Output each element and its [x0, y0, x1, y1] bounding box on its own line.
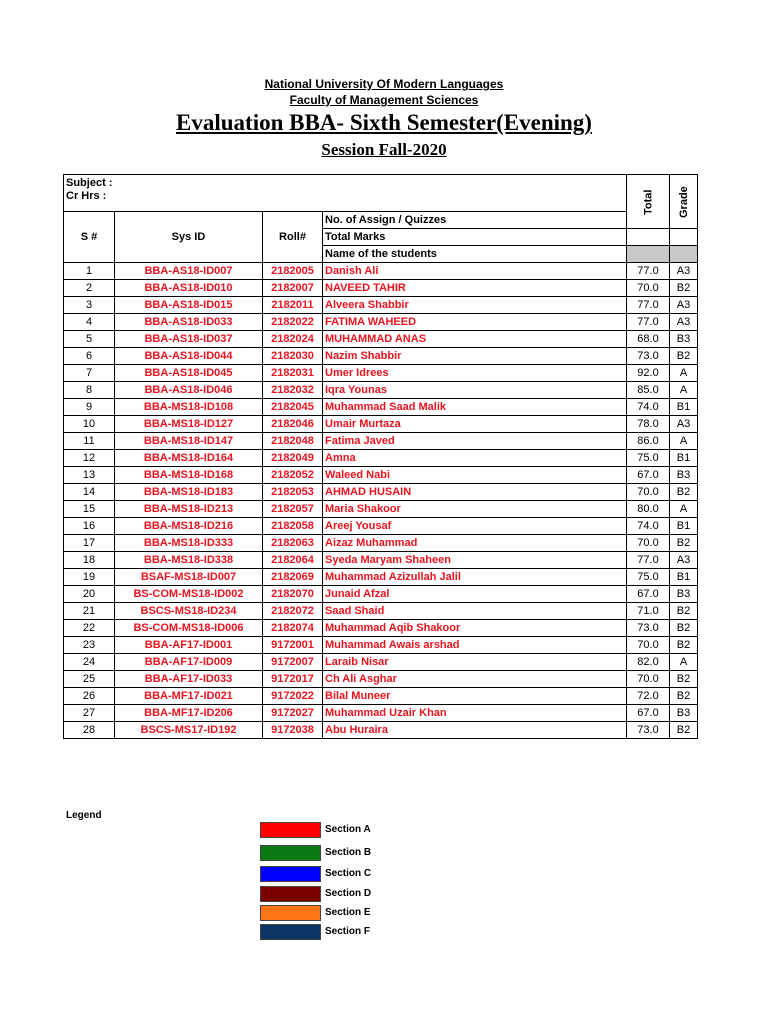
assign-row	[64, 212, 698, 229]
total-cell: 77.0	[627, 552, 670, 569]
total-cell: 77.0	[627, 263, 670, 280]
grade-cell: A3	[670, 263, 698, 280]
student-name-cell: Junaid Afzal	[323, 586, 627, 603]
grade-cell: B1	[670, 399, 698, 416]
total-cell: 85.0	[627, 382, 670, 399]
grade-cell: B2	[670, 535, 698, 552]
student-name-cell: Muhammad Aqib Shakoor	[323, 620, 627, 637]
serial-number-cell: 4	[64, 314, 115, 331]
roll-number-cell: 9172027	[263, 705, 323, 722]
grade-cell: B2	[670, 603, 698, 620]
sysid-header: Sys ID	[115, 212, 263, 263]
table-row	[64, 331, 698, 348]
student-name-cell: Alveera Shabbir	[323, 297, 627, 314]
student-name-cell: Iqra Younas	[323, 382, 627, 399]
legend-swatch	[260, 845, 321, 861]
legend-swatch	[260, 905, 321, 921]
student-name-cell: Fatima Javed	[323, 433, 627, 450]
total-cell: 70.0	[627, 637, 670, 654]
roll-number-cell: 2182058	[263, 518, 323, 535]
roll-number-cell: 2182045	[263, 399, 323, 416]
roll-header: Roll#	[263, 212, 323, 263]
total-cell: 73.0	[627, 620, 670, 637]
student-name-cell: FATIMA WAHEED	[323, 314, 627, 331]
roll-number-cell: 2182024	[263, 331, 323, 348]
grade-cell: B1	[670, 518, 698, 535]
student-name-cell: Danish Ali	[323, 263, 627, 280]
sys-id-cell: BBA-MS18-ID108	[115, 399, 263, 416]
roll-number-cell: 2182032	[263, 382, 323, 399]
sys-id-cell: BBA-MS18-ID213	[115, 501, 263, 518]
table-row	[64, 637, 698, 654]
total-cell: 67.0	[627, 586, 670, 603]
table-row	[64, 535, 698, 552]
legend-label: Section D	[325, 888, 372, 899]
total-cell: 73.0	[627, 348, 670, 365]
university-name: National University Of Modern Languages	[264, 77, 504, 91]
grade-cell: A	[670, 365, 698, 382]
legend-swatch	[260, 886, 321, 902]
student-name-cell: Muhammad Azizullah Jalil	[323, 569, 627, 586]
roll-number-cell: 9172007	[263, 654, 323, 671]
table-row	[64, 671, 698, 688]
total-cell: 75.0	[627, 569, 670, 586]
legend-label: Section C	[325, 868, 372, 879]
legend-item	[260, 924, 460, 940]
subject-row	[64, 175, 698, 212]
legend-label: Section A	[325, 824, 371, 835]
total-cell: 92.0	[627, 365, 670, 382]
sys-id-cell: BBA-MS18-ID338	[115, 552, 263, 569]
table-row	[64, 688, 698, 705]
sys-id-cell: BBA-AS18-ID007	[115, 263, 263, 280]
legend-item	[260, 822, 460, 838]
student-name-cell: Muhammad Awais arshad	[323, 637, 627, 654]
serial-number-cell: 26	[64, 688, 115, 705]
table-row	[64, 450, 698, 467]
total-marks-label: Total Marks	[323, 229, 627, 246]
sys-id-cell: BBA-AS18-ID045	[115, 365, 263, 382]
grade-header: Grade	[670, 175, 698, 229]
sys-id-cell: BBA-AF17-ID009	[115, 654, 263, 671]
grade-cell: A3	[670, 416, 698, 433]
grade-cell: B3	[670, 331, 698, 348]
roll-number-cell: 2182057	[263, 501, 323, 518]
serial-number-cell: 11	[64, 433, 115, 450]
table-row	[64, 382, 698, 399]
sys-id-cell: BBA-MS18-ID216	[115, 518, 263, 535]
grade-cell: B1	[670, 450, 698, 467]
serial-number-cell: 6	[64, 348, 115, 365]
names-gray-cell	[627, 246, 670, 263]
total-cell: 82.0	[627, 654, 670, 671]
serial-number-cell: 16	[64, 518, 115, 535]
faculty-name: Faculty of Management Sciences	[289, 93, 479, 107]
serial-number-cell: 3	[64, 297, 115, 314]
serial-number-cell: 8	[64, 382, 115, 399]
table-row	[64, 433, 698, 450]
total-cell: 78.0	[627, 416, 670, 433]
table-row	[64, 467, 698, 484]
sys-id-cell: BBA-AS18-ID033	[115, 314, 263, 331]
roll-number-cell: 2182046	[263, 416, 323, 433]
table-row	[64, 654, 698, 671]
total-cell: 68.0	[627, 331, 670, 348]
student-name-cell: MUHAMMAD ANAS	[323, 331, 627, 348]
total-cell: 80.0	[627, 501, 670, 518]
total-cell: 67.0	[627, 705, 670, 722]
serial-number-cell: 2	[64, 280, 115, 297]
legend-swatch	[260, 924, 321, 940]
student-name-cell: Bilal Muneer	[323, 688, 627, 705]
serial-number-cell: 23	[64, 637, 115, 654]
grade-cell: A	[670, 433, 698, 450]
total-marks-grade-cell	[670, 229, 698, 246]
roll-number-cell: 2182069	[263, 569, 323, 586]
serial-number-cell: 28	[64, 722, 115, 739]
names-label: Name of the students	[323, 246, 627, 263]
sys-id-cell: BBA-AS18-ID010	[115, 280, 263, 297]
legend-swatch	[260, 866, 321, 882]
grade-cell: A	[670, 501, 698, 518]
serial-number-cell: 1	[64, 263, 115, 280]
grade-cell: A3	[670, 552, 698, 569]
roll-number-cell: 9172017	[263, 671, 323, 688]
grade-cell: B2	[670, 620, 698, 637]
grade-cell: B2	[670, 280, 698, 297]
table-row	[64, 603, 698, 620]
table-row	[64, 297, 698, 314]
roll-number-cell: 2182049	[263, 450, 323, 467]
roll-number-cell: 9172038	[263, 722, 323, 739]
sys-id-cell: BBA-MS18-ID168	[115, 467, 263, 484]
legend-item	[260, 845, 460, 861]
total-cell: 73.0	[627, 722, 670, 739]
sys-id-cell: BSCS-MS18-ID234	[115, 603, 263, 620]
legend-swatch	[260, 822, 321, 838]
total-cell: 77.0	[627, 314, 670, 331]
table-row	[64, 705, 698, 722]
legend-label: Section F	[325, 926, 371, 937]
table-row	[64, 586, 698, 603]
serial-number-cell: 17	[64, 535, 115, 552]
grade-cell: A	[670, 654, 698, 671]
sys-id-cell: BBA-AS18-ID044	[115, 348, 263, 365]
roll-number-cell: 2182011	[263, 297, 323, 314]
serial-number-cell: 9	[64, 399, 115, 416]
serial-number-cell: 13	[64, 467, 115, 484]
grade-cell: B2	[670, 671, 698, 688]
roll-number-cell: 2182070	[263, 586, 323, 603]
student-name-cell: Areej Yousaf	[323, 518, 627, 535]
serial-number-cell: 14	[64, 484, 115, 501]
session-title: Session Fall-2020	[321, 140, 447, 159]
total-cell: 75.0	[627, 450, 670, 467]
sys-id-cell: BBA-AS18-ID037	[115, 331, 263, 348]
table-row	[64, 399, 698, 416]
names-gray-cell	[670, 246, 698, 263]
legend-item	[260, 886, 460, 902]
serial-number-cell: 10	[64, 416, 115, 433]
subject-cell	[64, 175, 627, 212]
table-row	[64, 348, 698, 365]
roll-number-cell: 2182074	[263, 620, 323, 637]
table-row	[64, 314, 698, 331]
grade-cell: A	[670, 382, 698, 399]
total-cell: 67.0	[627, 467, 670, 484]
total-cell: 74.0	[627, 399, 670, 416]
total-cell: 86.0	[627, 433, 670, 450]
serial-number-cell: 18	[64, 552, 115, 569]
grade-cell: B3	[670, 705, 698, 722]
grade-cell: B2	[670, 722, 698, 739]
subject-label: Subject :	[66, 177, 113, 189]
roll-number-cell: 9172001	[263, 637, 323, 654]
roll-number-cell: 2182063	[263, 535, 323, 552]
total-cell: 70.0	[627, 484, 670, 501]
total-cell: 70.0	[627, 535, 670, 552]
total-cell: 70.0	[627, 280, 670, 297]
serial-number-cell: 15	[64, 501, 115, 518]
legend-label: Section B	[325, 847, 372, 858]
table-row	[64, 620, 698, 637]
serial-number-cell: 20	[64, 586, 115, 603]
student-name-cell: Umer Idrees	[323, 365, 627, 382]
roll-number-cell: 2182005	[263, 263, 323, 280]
serial-number-cell: 19	[64, 569, 115, 586]
grade-cell: B2	[670, 637, 698, 654]
legend-item	[260, 866, 460, 882]
student-name-cell: Laraib Nisar	[323, 654, 627, 671]
sys-id-cell: BBA-MS18-ID147	[115, 433, 263, 450]
sys-id-cell: BS-COM-MS18-ID006	[115, 620, 263, 637]
grade-cell: B2	[670, 348, 698, 365]
sys-id-cell: BBA-MS18-ID333	[115, 535, 263, 552]
table-row	[64, 552, 698, 569]
total-cell: 70.0	[627, 671, 670, 688]
student-name-cell: Aizaz Muhammad	[323, 535, 627, 552]
sys-id-cell: BBA-MS18-ID164	[115, 450, 263, 467]
grade-cell: B2	[670, 688, 698, 705]
roll-number-cell: 2182007	[263, 280, 323, 297]
total-header: Total	[627, 175, 670, 229]
student-name-cell: Abu Huraira	[323, 722, 627, 739]
serial-number-cell: 5	[64, 331, 115, 348]
table-row	[64, 484, 698, 501]
grade-cell: B2	[670, 484, 698, 501]
sys-id-cell: BBA-AS18-ID046	[115, 382, 263, 399]
table-row	[64, 518, 698, 535]
sys-id-cell: BBA-AF17-ID033	[115, 671, 263, 688]
table-row	[64, 416, 698, 433]
sys-id-cell: BSAF-MS18-ID007	[115, 569, 263, 586]
crhrs-label: Cr Hrs :	[66, 190, 107, 202]
total-cell: 71.0	[627, 603, 670, 620]
page-title: Evaluation BBA- Sixth Semester(Evening)	[176, 110, 592, 135]
sys-id-cell: BBA-MF17-ID021	[115, 688, 263, 705]
assign-label: No. of Assign / Quizzes	[323, 212, 627, 229]
total-cell: 74.0	[627, 518, 670, 535]
student-name-cell: Waleed Nabi	[323, 467, 627, 484]
grade-cell: A3	[670, 297, 698, 314]
table-row	[64, 280, 698, 297]
sys-id-cell: BBA-AF17-ID001	[115, 637, 263, 654]
evaluation-table	[63, 174, 698, 739]
legend-label: Section E	[325, 907, 371, 918]
sys-id-cell: BBA-MS18-ID183	[115, 484, 263, 501]
sys-id-cell: BBA-AS18-ID015	[115, 297, 263, 314]
grade-cell: B1	[670, 569, 698, 586]
student-name-cell: Umair Murtaza	[323, 416, 627, 433]
roll-number-cell: 2182053	[263, 484, 323, 501]
table-row	[64, 263, 698, 280]
sys-id-cell: BBA-MS18-ID127	[115, 416, 263, 433]
table-row	[64, 722, 698, 739]
student-name-cell: AHMAD HUSAIN	[323, 484, 627, 501]
roll-number-cell: 2182031	[263, 365, 323, 382]
roll-number-cell: 2182052	[263, 467, 323, 484]
legend-title: Legend	[66, 810, 102, 821]
sys-id-cell: BSCS-MS17-ID192	[115, 722, 263, 739]
student-name-cell: Amna	[323, 450, 627, 467]
table-row	[64, 501, 698, 518]
grade-cell: B3	[670, 467, 698, 484]
roll-number-cell: 2182030	[263, 348, 323, 365]
legend-item	[260, 905, 460, 921]
table-row	[64, 365, 698, 382]
roll-number-cell: 9172022	[263, 688, 323, 705]
serial-number-cell: 25	[64, 671, 115, 688]
student-name-cell: Nazim Shabbir	[323, 348, 627, 365]
sn-header: S #	[64, 212, 115, 263]
sys-id-cell: BBA-MF17-ID206	[115, 705, 263, 722]
student-name-cell: NAVEED TAHIR	[323, 280, 627, 297]
serial-number-cell: 27	[64, 705, 115, 722]
student-name-cell: Syeda Maryam Shaheen	[323, 552, 627, 569]
roll-number-cell: 2182022	[263, 314, 323, 331]
sys-id-cell: BS-COM-MS18-ID002	[115, 586, 263, 603]
student-name-cell: Maria Shakoor	[323, 501, 627, 518]
serial-number-cell: 21	[64, 603, 115, 620]
total-cell: 77.0	[627, 297, 670, 314]
student-name-cell: Muhammad Saad Malik	[323, 399, 627, 416]
serial-number-cell: 24	[64, 654, 115, 671]
student-name-cell: Saad Shaid	[323, 603, 627, 620]
roll-number-cell: 2182072	[263, 603, 323, 620]
roll-number-cell: 2182048	[263, 433, 323, 450]
student-name-cell: Ch Ali Asghar	[323, 671, 627, 688]
total-cell: 72.0	[627, 688, 670, 705]
serial-number-cell: 7	[64, 365, 115, 382]
serial-number-cell: 12	[64, 450, 115, 467]
grade-cell: A3	[670, 314, 698, 331]
total-marks-total-cell	[627, 229, 670, 246]
student-name-cell: Muhammad Uzair Khan	[323, 705, 627, 722]
serial-number-cell: 22	[64, 620, 115, 637]
roll-number-cell: 2182064	[263, 552, 323, 569]
table-row	[64, 569, 698, 586]
grade-cell: B3	[670, 586, 698, 603]
